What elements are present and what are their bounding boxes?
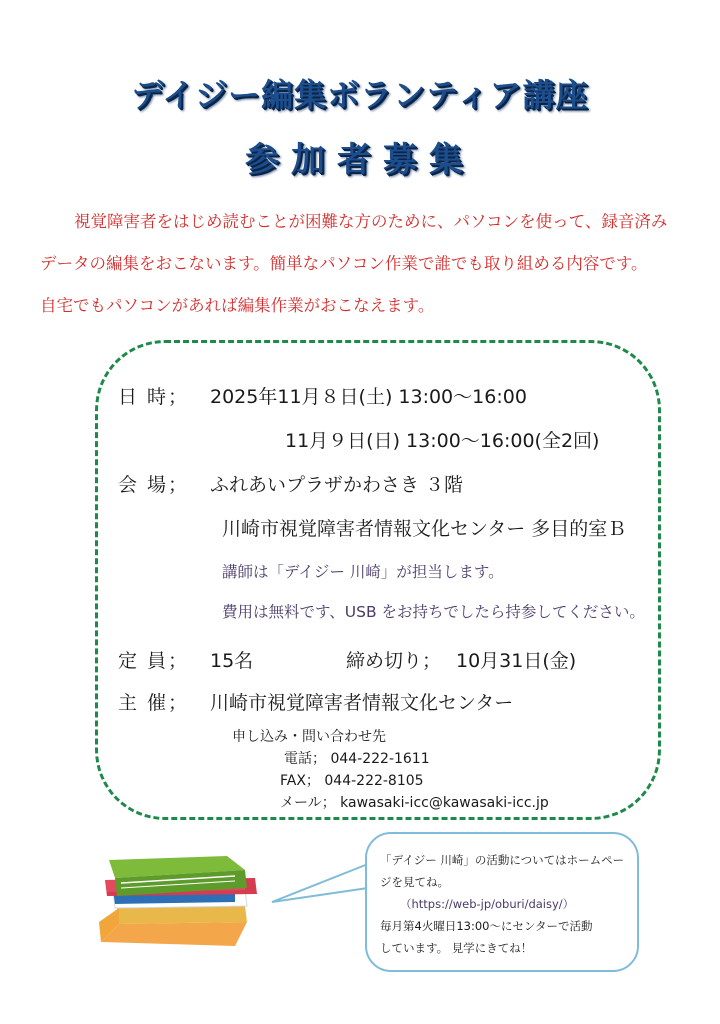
contact-email: メール； kawasaki-icc@kawasaki-icc.jp — [280, 795, 549, 811]
page-subtitle: 参加者募集 — [245, 140, 475, 180]
date-line-2: 11月９日(日) 13:00～16:00(全2回) — [285, 430, 600, 452]
bubble-line-1: 「デイジー 川崎」の活動についてはホームペー — [380, 853, 625, 867]
bubble-tail — [268, 858, 378, 918]
contact-heading: 申し込み・問い合わせ先 — [232, 729, 386, 745]
stack-of-books-icon — [95, 850, 285, 965]
contact-fax: FAX； 044-222-8105 — [280, 773, 424, 789]
capacity-value: 15名 — [210, 650, 254, 672]
page-title: デイジー編集ボランティア講座 — [131, 76, 589, 114]
contact-phone: 電話； 044-222-1611 — [284, 751, 430, 767]
bubble-line-2: ジを見てね。 — [380, 875, 449, 889]
bubble-link[interactable]: （https://web-jp/oburi/daisy/） — [400, 897, 575, 911]
host-label: 主 催； — [118, 692, 190, 714]
note-instructor: 講師は「デイジー 川崎」が担当します。 — [222, 563, 504, 581]
intro-line-1: 視覚障害者をはじめ読むことが困難な方のために、パソコンを使って、録音済み — [74, 212, 668, 231]
bubble-line-5: しています。 見学にきてね！ — [380, 941, 533, 955]
capacity-label: 定 員； — [118, 650, 190, 672]
deadline-value: 10月31日(金) — [456, 650, 577, 672]
date-line-1: 2025年11月８日(土) 13:00～16:00 — [210, 386, 527, 408]
intro-line-2: データの編集をおこないます。簡単なパソコン作業で誰でも取り組める内容です。 — [40, 254, 648, 273]
intro-line-3: 自宅でもパソコンがあれば編集作業がおこなえます。 — [40, 296, 435, 315]
date-label: 日 時； — [118, 386, 190, 408]
bubble-line-4: 毎月第4火曜日13:00～にセンターで活動 — [380, 919, 593, 933]
venue-line-2: 川崎市視覚障害者情報文化センター 多目的室Ｂ — [222, 518, 627, 540]
note-fee: 費用は無料です、USB をお持ちでしたら持参してください。 — [222, 603, 645, 621]
deadline-label: 締め切り； — [346, 650, 442, 672]
host-value: 川崎市視覚障害者情報文化センター — [210, 692, 514, 714]
venue-label: 会 場； — [118, 474, 190, 496]
venue-line-1: ふれあいプラザかわさき ３階 — [210, 474, 464, 496]
